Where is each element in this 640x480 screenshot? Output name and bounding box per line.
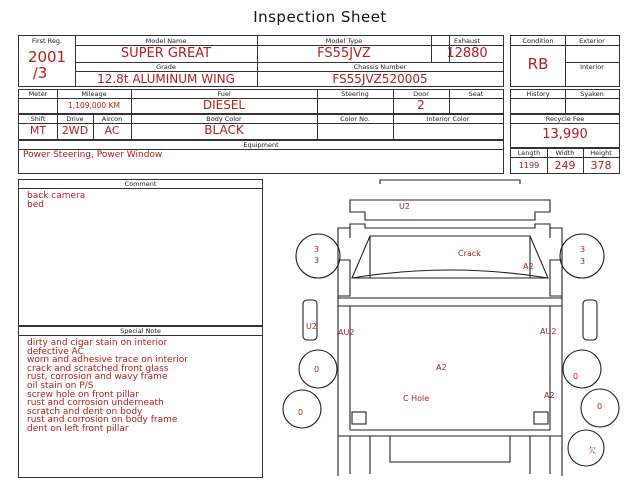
mark-bottom-circle: 欠 (588, 446, 596, 455)
mark-au2-right: AU2 (540, 327, 557, 336)
body-color-value: BLACK (204, 123, 244, 137)
comment-line: bed (27, 199, 44, 210)
special-note-header: Special Note (120, 327, 161, 335)
special-note-line: scratch and dent on body (27, 406, 143, 417)
special-note-box (18, 326, 263, 478)
seat-header: Seat (468, 90, 484, 98)
special-note-line: crack and scratched front glass (27, 363, 169, 374)
special-note-line: rust and corrosion underneath (27, 398, 164, 409)
syaken-header: Syaken (580, 90, 604, 98)
chassis-number-value: FS55JVZ520005 (332, 72, 428, 86)
recycle-fee-value: 13,990 (542, 127, 588, 142)
shift-value: MT (29, 124, 47, 137)
model-name-value: SUPER GREAT (120, 46, 212, 61)
special-note-list (27, 339, 188, 434)
special-note-line: worn and adhesive trace on interior (27, 355, 188, 366)
door-value: 2 (417, 98, 425, 112)
exhaust-value: 12880 (446, 46, 488, 61)
mark-tire-fr-1: 3 (580, 245, 586, 254)
mileage-header: Mileage (81, 90, 107, 98)
fuel-value: DIESEL (202, 98, 246, 112)
comment-line: back camera (27, 191, 86, 201)
mark-spare: 0 (298, 408, 304, 417)
first-reg-month: /3 (32, 64, 48, 82)
equipment-value: Power Steering, Power Window (23, 150, 163, 160)
condition-header: Condition (522, 37, 554, 45)
exterior-header: Exterior (579, 37, 605, 45)
model-name-header: Model Name (145, 37, 187, 45)
aircon-value: AC (104, 124, 120, 137)
mark-crack: Crack (458, 249, 481, 258)
mark-tire-rl: 0 (314, 365, 320, 374)
grade-header: Grade (156, 63, 176, 71)
length-value: 1199 (518, 161, 540, 170)
page-title: Inspection Sheet (253, 8, 387, 26)
spec-table-row1 (18, 89, 504, 114)
mileage-value: 1,109,000 KM (68, 101, 120, 110)
exhaust-header: Exhaust (453, 37, 481, 45)
color-no-header: Color No. (340, 115, 370, 123)
mark-a2-right-rear: A2 (544, 391, 555, 400)
condition-value: RB (527, 55, 549, 73)
aircon-header: Aircon (101, 115, 123, 123)
model-type-header: Model Type (325, 37, 363, 45)
interior-header: Interior (580, 63, 604, 71)
drive-value: 2WD (61, 124, 89, 137)
special-note-line: dirty and cigar stain on interior (27, 338, 168, 348)
steering-header: Steering (341, 90, 369, 98)
comment-header: Comment (124, 180, 157, 188)
special-note-line: oil stain on P/S (27, 380, 94, 391)
width-header: Width (555, 149, 575, 157)
dimensions-box (510, 148, 620, 174)
mark-tire-rr: 0 (573, 372, 579, 381)
equipment-header: Equipment (243, 141, 279, 149)
door-header: Door (413, 90, 429, 98)
mark-a2-right-front: A2 (523, 262, 534, 271)
spec-table-row2 (18, 114, 504, 140)
special-note-line: rust, corrosion and wavy frame (27, 372, 168, 383)
mark-a2-center: A2 (436, 363, 447, 372)
mark-spare-r: 0 (597, 402, 603, 411)
condition-box (510, 35, 620, 87)
width-value: 249 (554, 159, 576, 172)
first-reg-header: First Reg. (31, 37, 63, 45)
special-note-line: dent on left front pillar (27, 423, 129, 434)
special-note-line: defective AC (27, 346, 84, 357)
recycle-fee-header: Recycle Fee (545, 115, 585, 123)
meter-header: Meter (28, 90, 48, 98)
vehicle-info-table (18, 35, 504, 87)
mark-tire-fr-2: 3 (580, 257, 586, 266)
chassis-number-header: Chassis Number (353, 63, 407, 71)
fuel-header: Fuel (217, 90, 231, 98)
mark-top: U2 (399, 202, 410, 211)
height-header: Height (590, 149, 612, 157)
equipment-box (18, 140, 504, 174)
mark-tire-fl-1: 3 (314, 245, 320, 254)
truck-damage-diagram (270, 178, 640, 480)
comment-list (27, 192, 85, 209)
special-note-line: screw hole on front pillar (27, 389, 139, 400)
height-value: 378 (590, 159, 612, 172)
drive-header: Drive (66, 115, 84, 123)
mark-tire-fl-2: 3 (314, 256, 320, 265)
recycle-fee-box (510, 114, 620, 148)
history-box (510, 89, 620, 114)
body-color-header: Body Color (206, 115, 242, 123)
first-reg-year: 2001 (27, 48, 67, 66)
model-type-value: FS55JVZ (317, 46, 371, 61)
grade-value: 12.8t ALUMINUM WING (97, 72, 235, 86)
length-header: Length (517, 149, 541, 157)
comment-box (18, 179, 263, 326)
mark-c-hole: C Hole (403, 394, 430, 403)
shift-header: Shift (30, 115, 46, 123)
special-note-line: rust and corrosion on body frame (27, 415, 178, 426)
mark-au2-left: AU2 (338, 328, 355, 337)
history-header: History (526, 90, 550, 98)
mark-u2-left: U2 (306, 322, 317, 331)
interior-color-header: Interior Color (426, 115, 470, 123)
